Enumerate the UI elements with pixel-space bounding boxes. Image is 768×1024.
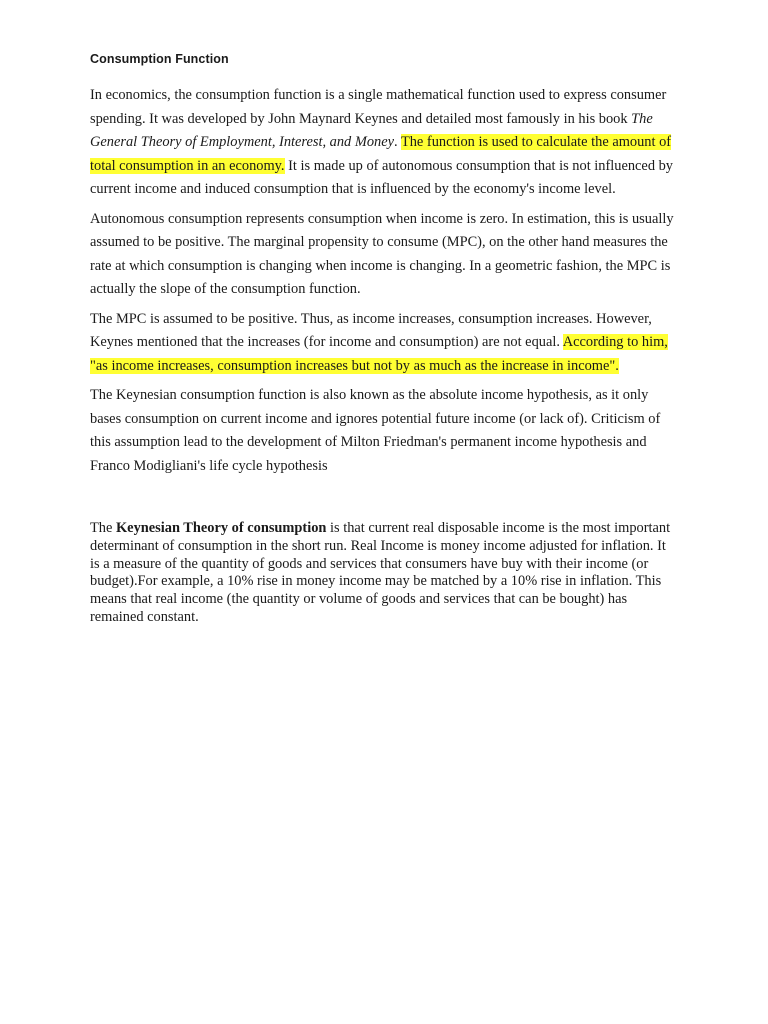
paragraph-keynesian-function: The Keynesian consumption function is also known as the absolute income hypothesis, as it only bases consumption on current income and ignores potential future income (or lack of). Criticism of this assumption lead to the development of Milton Friedman's permanent income hypothesis and Franco Modigliani's life cycle hypothesis [90,387,661,474]
spacer [90,484,678,520]
book-title: The General Theory of Employment, Interest, and Money [90,110,653,150]
paragraph-keynesian-theory [90,520,678,627]
text-run: The MPC is assumed to be positive. Thus, as income increases, consumption increases. However, Keynes mentioned that the increases (for income and consumption) are not equal. [90,310,652,350]
text-run: The [90,520,116,536]
text-run: In economics, the consumption function is a single mathematical function used to express consumer spending. It was developed by John Maynard Keynes and detailed most famously in his book [90,87,667,127]
highlighted-text: The function is used to calculate the amount of total consumption in an economy. [90,134,672,174]
document-title: Consumption Function [90,52,229,66]
text-run: is that current real disposable income is the most important determinant of consumption in the short run. Real Income is money income adjusted for inflation. It is a measure of the quantity of goods and services that consumers have buy with their income (or budget).For example, a 10% rise in money income may be matched by a 10% rise in inflation. This means that real income (the quantity or volume of goods and services that can be bought) has remained constant. [90,520,671,625]
highlighted-quote: According to him, "as income increases, consumption increases but not by as much as the increase in income". [90,334,668,374]
paragraph-intro [90,84,678,202]
text-run: It is made up of autonomous consumption that is not influenced by current income and induced consumption that is influenced by the economy's income level. [90,157,674,197]
paragraph-mpc [90,308,678,379]
paragraph-autonomous: Autonomous consumption represents consumption when income is zero. In estimation, this is usually assumed to be positive. The marginal propensity to consume (MPC), on the other hand measures the rate at which consumption is changing when income is changing. In a geometric fashion, the MPC is actually the slope of the consumption function. [90,210,674,297]
bold-term: Keynesian Theory of consumption [115,520,327,536]
text-run: . [394,134,401,150]
